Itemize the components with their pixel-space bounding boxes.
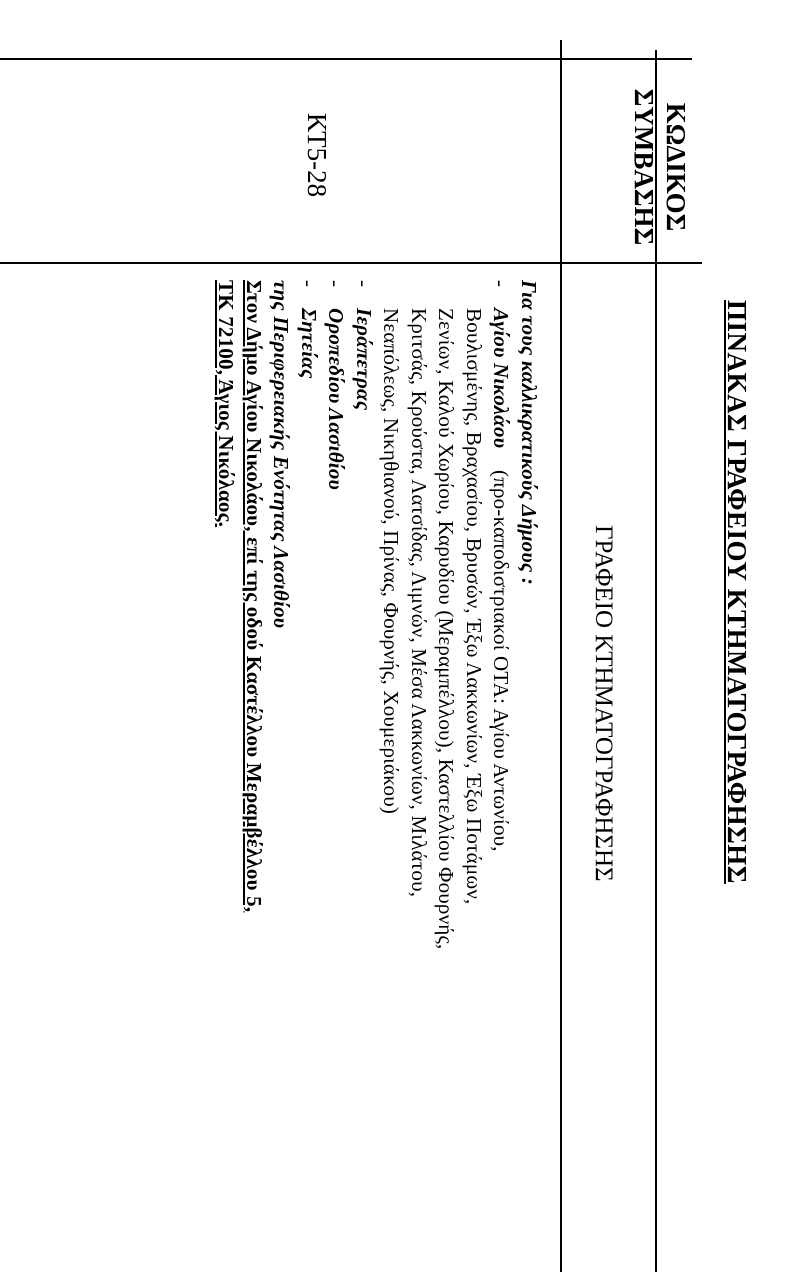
detail-line: Ζενίων, Καλού Χωρίου, Καρυδίου (Μεραμπέλλου), Καστελλίου Φουρνής,	[434, 308, 459, 950]
address-line: ΤΚ 72100, Άγιος Νικόλαος.	[214, 280, 239, 528]
bullet-municipality-siteia	[295, 280, 323, 1265]
bullet-municipality-agios-nikolaos	[487, 280, 515, 1265]
municipality-label: Σητείας	[297, 308, 321, 379]
municipality-label: Αγίου Νικολάου	[489, 308, 514, 449]
address-line: Στον Δήμο Αγίου Νικολάου, επί της οδού Καστέλλου Μεραμβέλλου 5,	[242, 280, 266, 913]
detail-line: Βουλισμένης, Βραχασίου, Βρυσών, Έξω Λακκωνίων, Έξω Ποτάμων,	[462, 308, 486, 905]
municipality-label: Ιεράπετρας	[352, 308, 376, 411]
dash-marker: -	[324, 280, 349, 288]
code-column-header	[628, 62, 692, 272]
page-title: ΠΙΝΑΚΑΣ ΓΡΑΦΕΙΟΥ ΚΤΗΜΑΤΟΓΡΑΦΗΣΗΣ	[722, 300, 752, 884]
region-line: της Περιφερειακής Ενότητας Λασιθίου	[269, 280, 294, 629]
dash-marker: -	[489, 280, 514, 288]
contract-code: ΚΤ5-28	[302, 112, 332, 198]
bullet-municipality-oropedio	[322, 280, 350, 1265]
bullet-municipality-ierapetra	[350, 280, 378, 1265]
office-column-header: ΓΡΑΦΕΙΟ ΚΤΗΜΑΤΟΓΡΑΦΗΣΗΣ	[590, 525, 617, 882]
dash-marker: -	[352, 280, 376, 288]
table-left-rule	[0, 58, 692, 60]
column-divider	[0, 262, 702, 264]
code-header-line1: ΚΩΔΙΚΟΣ	[661, 102, 691, 232]
detail-line: Νεαπόλεως, Νικηθιανού, Πρίνας, Φουρνής, Χουμεριάκου)	[379, 308, 404, 815]
intro-line: Για τους καλλικρατικούς Δήμους :	[517, 280, 541, 586]
detail-line: Κριτσάς, Κρούστα, Λατσίδας, Λιμνών, Μέσα Λακκωνίων, Μιλάτου,	[407, 308, 431, 898]
municipality-detail: (προ-καποδιστριακοί ΟΤΑ: Αγίου Αντωνίου,	[489, 470, 514, 852]
office-description	[212, 280, 542, 1265]
dash-marker: -	[297, 280, 321, 288]
municipality-label: Οροπεδίου Λασιθίου	[324, 308, 349, 491]
header-row-rule	[560, 40, 562, 1272]
code-header-line2: ΣΥΜΒΑΣΗΣ	[629, 88, 659, 246]
